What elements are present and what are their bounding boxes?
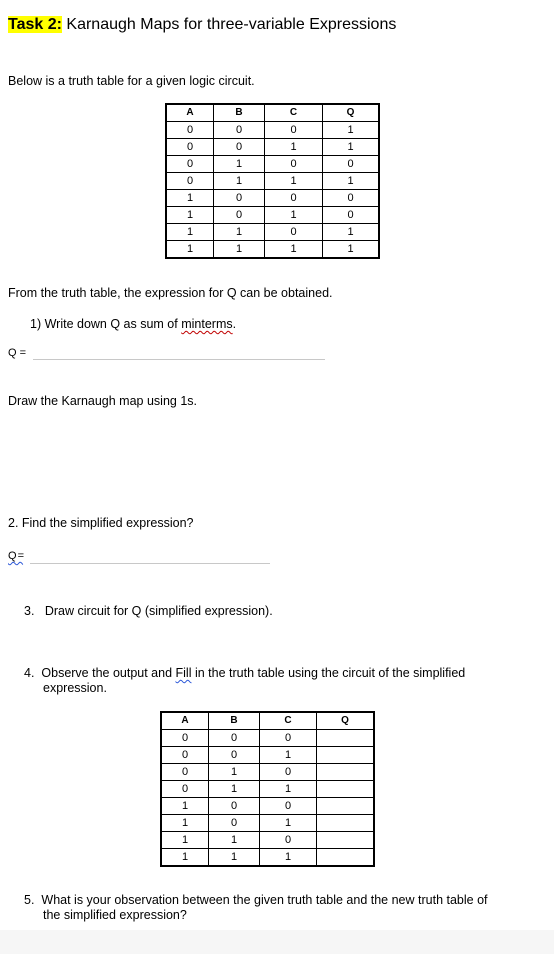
cell: 1: [161, 815, 209, 832]
q-input-cell[interactable]: [317, 764, 375, 781]
cell: 0: [265, 224, 323, 241]
question-4-pre: Observe the output and: [41, 666, 176, 680]
question-4-post: in the truth table using the circuit of the simplified: [191, 666, 466, 680]
table-row: [166, 139, 379, 156]
answer-line-2[interactable]: [30, 563, 270, 564]
cell: 1: [214, 156, 265, 173]
cell: 1: [260, 815, 317, 832]
cell: 1: [260, 781, 317, 798]
cell: 0: [161, 764, 209, 781]
cell: 1: [265, 173, 323, 190]
cell: 1: [265, 241, 323, 259]
cell: 0: [214, 139, 265, 156]
cell: 1: [166, 224, 214, 241]
cell: 1: [323, 224, 380, 241]
q-input-cell[interactable]: [317, 747, 375, 764]
header-b: B: [214, 104, 265, 122]
table-row: [161, 815, 374, 832]
cell: 0: [166, 139, 214, 156]
table-row: [166, 156, 379, 173]
table-row: [166, 122, 379, 139]
question-5-line2: the simplified expression?: [43, 908, 187, 922]
cell: 0: [214, 122, 265, 139]
cell: 0: [260, 730, 317, 747]
kmap-instruction: Draw the Karnaugh map using 1s.: [8, 394, 197, 408]
cell: 1: [260, 849, 317, 867]
header-c: C: [265, 104, 323, 122]
cell: 1: [166, 207, 214, 224]
cell: 1: [166, 241, 214, 259]
cell: 1: [323, 173, 380, 190]
cell: 0: [209, 815, 260, 832]
header-b: B: [209, 712, 260, 730]
truth-table-given: [165, 103, 380, 259]
truth-table-simplified: [160, 711, 375, 867]
cell: 0: [260, 764, 317, 781]
table-header-row: [166, 104, 379, 122]
q-input-cell[interactable]: [317, 849, 375, 867]
cell: 1: [161, 832, 209, 849]
cell: 0: [260, 798, 317, 815]
question-1: [30, 317, 236, 331]
header-a: A: [166, 104, 214, 122]
question-3-num: 3.: [24, 604, 35, 618]
page-title: [8, 16, 396, 34]
table-row: [161, 798, 374, 815]
q-input-cell[interactable]: [317, 781, 375, 798]
cell: 1: [214, 173, 265, 190]
q-input-cell[interactable]: [317, 832, 375, 849]
cell: 1: [260, 747, 317, 764]
cell: 0: [166, 173, 214, 190]
table-row: [161, 781, 374, 798]
table-row: [161, 764, 374, 781]
table-row: [161, 747, 374, 764]
question-4-line2: expression.: [43, 681, 107, 695]
table-row: [161, 730, 374, 747]
cell: 1: [161, 849, 209, 867]
cell: 1: [323, 139, 380, 156]
question-5-line1: What is your observation between the given truth table and the new truth table of: [41, 893, 488, 907]
cell: 1: [209, 781, 260, 798]
cell: 1: [161, 798, 209, 815]
table-row: [166, 173, 379, 190]
minterms-word: minterms: [181, 317, 233, 331]
cell: 0: [161, 730, 209, 747]
question-5: [24, 893, 488, 907]
cell: 0: [214, 207, 265, 224]
cell: 1: [166, 190, 214, 207]
question-2: 2. Find the simplified expression?: [8, 516, 194, 530]
cell: 1: [209, 849, 260, 867]
header-q: Q: [323, 104, 380, 122]
cell: 1: [323, 241, 380, 259]
cell: 0: [161, 747, 209, 764]
cell: 1: [209, 764, 260, 781]
cell: 0: [209, 730, 260, 747]
header-a: A: [161, 712, 209, 730]
table-row: [166, 224, 379, 241]
cell: 0: [209, 798, 260, 815]
question-4: [24, 666, 465, 680]
cell: 0: [166, 122, 214, 139]
cell: 0: [214, 190, 265, 207]
table-row: [166, 190, 379, 207]
question-5-num: 5.: [24, 893, 35, 907]
cell: 1: [323, 122, 380, 139]
question-3: [24, 604, 273, 618]
q-input-cell[interactable]: [317, 815, 375, 832]
cell: 1: [209, 832, 260, 849]
table-row: [161, 849, 374, 867]
cell: 1: [214, 224, 265, 241]
q2-answer-label: Q =: [8, 550, 24, 562]
cell: 0: [323, 156, 380, 173]
cell: 0: [323, 207, 380, 224]
cell: 0: [260, 832, 317, 849]
fill-word: Fill: [175, 666, 192, 680]
page-bottom-edge: [0, 930, 554, 954]
cell: 0: [265, 122, 323, 139]
q-equals-label: Q =: [8, 347, 27, 359]
question-3-text: Draw circuit for Q (simplified expression).: [44, 604, 273, 618]
answer-line-1[interactable]: [33, 359, 325, 360]
table-header-row: [161, 712, 374, 730]
cell: 0: [209, 747, 260, 764]
cell: 0: [166, 156, 214, 173]
title-text: Karnaugh Maps for three-variable Expressions: [61, 16, 397, 33]
intro-text: Below is a truth table for a given logic circuit.: [8, 74, 255, 88]
header-c: C: [260, 712, 317, 730]
cell: 0: [265, 190, 323, 207]
cell: 1: [265, 139, 323, 156]
from-truth-table-text: From the truth table, the expression for Q can be obtained.: [8, 286, 333, 300]
table-row: [161, 832, 374, 849]
task-label: Task 2:: [8, 16, 62, 33]
table-row: [166, 241, 379, 259]
table-row: [166, 207, 379, 224]
q-input-cell[interactable]: [317, 798, 375, 815]
cell: 0: [161, 781, 209, 798]
cell: 0: [265, 156, 323, 173]
question-1-prefix: 1) Write down Q as sum of: [30, 317, 182, 331]
question-1-suffix: .: [232, 317, 237, 331]
cell: 0: [323, 190, 380, 207]
cell: 1: [265, 207, 323, 224]
cell: 1: [214, 241, 265, 259]
question-4-num: 4.: [24, 666, 35, 680]
header-q: Q: [317, 712, 375, 730]
q-input-cell[interactable]: [317, 730, 375, 747]
